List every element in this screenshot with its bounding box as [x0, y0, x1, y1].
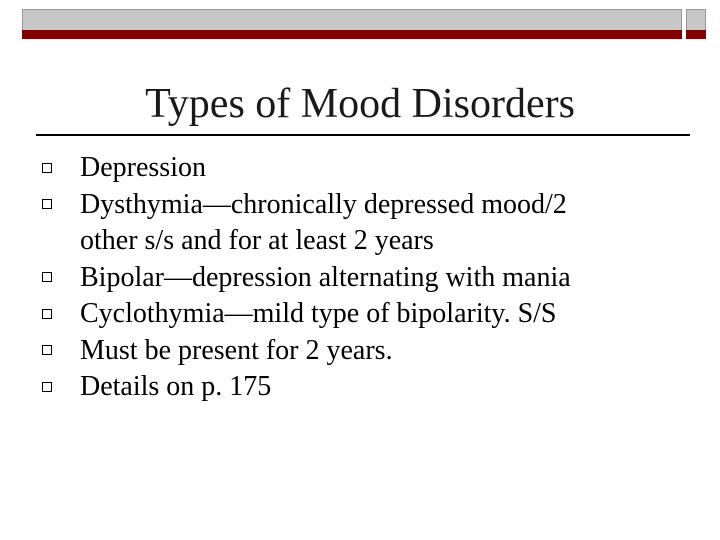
slide-title: Types of Mood Disorders	[145, 81, 575, 127]
header-decoration-bar	[22, 9, 682, 39]
hollow-square-icon	[42, 382, 52, 392]
bullet-text: Must be present for 2 years.	[80, 334, 393, 366]
bullet-text: Bipolar—depression alternating with mania	[80, 261, 571, 293]
corner-accent-band	[686, 30, 706, 39]
title-divider	[36, 134, 690, 136]
bullet-text: Details on p. 175	[80, 371, 272, 402]
hollow-square-icon	[42, 345, 52, 355]
header-corner-block	[686, 9, 706, 39]
bullet-list	[0, 150, 720, 406]
bullet-text: Dysthymia—chronically depressed mood/2	[80, 188, 567, 220]
corner-gray-band	[686, 9, 706, 30]
bullet-item	[0, 187, 720, 260]
bullet-item	[0, 260, 720, 297]
bullet-text-continuation: other s/s and for at least 2 years	[80, 225, 434, 256]
bullet-text: Depression	[80, 152, 206, 183]
bullet-item	[0, 150, 720, 187]
header-accent-band	[22, 30, 682, 39]
bullet-text: Cyclothymia—mild type of bipolarity. S/S	[80, 298, 557, 329]
hollow-square-icon	[42, 272, 52, 282]
hollow-square-icon	[42, 163, 52, 173]
bullet-item	[0, 369, 720, 406]
bullet-item	[0, 333, 720, 370]
hollow-square-icon	[42, 199, 52, 209]
bullet-item	[0, 296, 720, 333]
header-gray-band	[22, 9, 682, 30]
hollow-square-icon	[42, 309, 52, 319]
